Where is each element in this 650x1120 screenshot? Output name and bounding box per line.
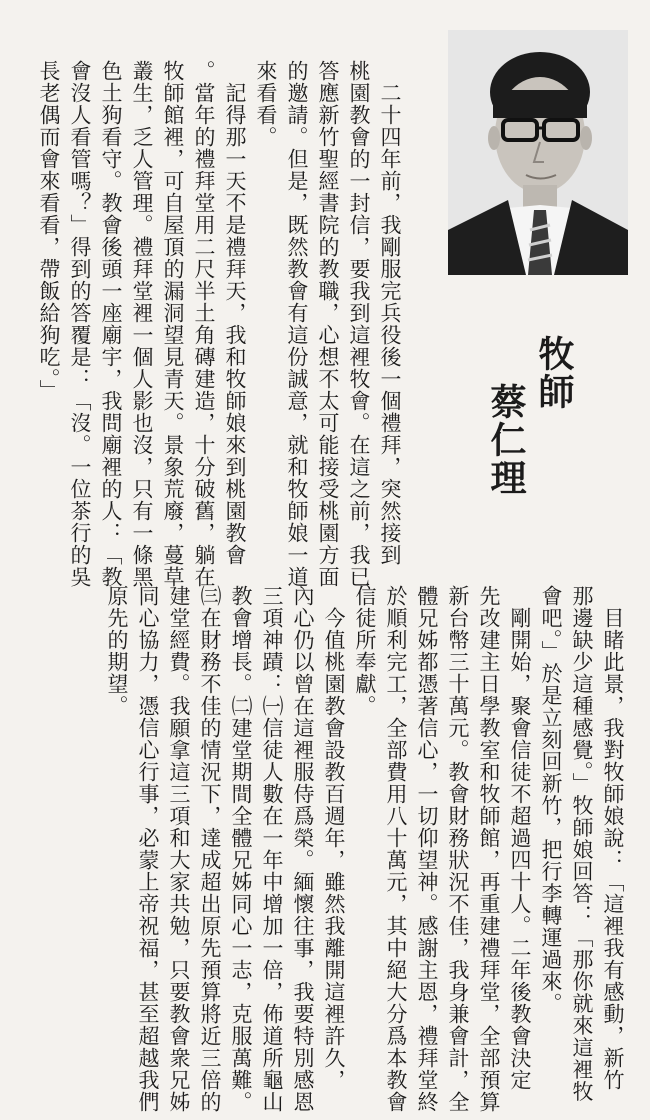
article-text-lower: 目睹此景，我對牧師娘說：「這裡我有感動，新竹 那邊缺少這種感覺。」牧師娘回答：「那你就來這裡牧 會吧。」於是立刻回新竹，把行李轉運過來。 剛開始，聚會信徒不超過四十人。二年後教會決定 先改建主日學教室和牧師館，再重建禮拜堂，全部預算 新台幣三十萬元。教會財務狀況不佳，我身兼會計，全 體兄姊都憑著信心，一切仰望神。感謝主恩，禮拜堂終 於順利完工，全部費用八十萬元，其中絕大分爲本教會 信徒所奉獻。 今值桃園教會設教百週年，雖然我離開這裡許久， 內心仍以曾在這裡服侍爲榮。緬懷往事，我要特別感恩 三項神蹟：㈠信徒人數在一年中增加一倍，佈道所龜山 教會增長。㈡建堂期間全體兄姊同心一志，克服萬難。 ㈢在財務不佳的情況下，達成超出原先預算將近三倍的 建堂經費。我願拿這三項和大家共勉，只要教會衆兄姊 同心協力，憑信心行事，必蒙上帝祝福，甚至超越我們 原先的期望。: [105, 585, 625, 1113]
author-title: 牧師: [533, 335, 574, 411]
author-name: 蔡仁理: [485, 383, 526, 497]
article-text-upper: 二十四年前，我剛服完兵役後一個禮拜，突然接到 桃園教會的一封信，要我到這裡牧會。在這之前，我已 答應新竹聖經書院的教職，心想不太可能接受桃園方面 的邀請。但是，既然教會有這份誠意，就和牧師娘一道 來看看。 記得那一天不是禮拜天，我和牧師娘來到桃園教會 。當年的禮拜堂用二尺半土角磚建造，十分破舊，躺在 牧師館裡，可自屋頂的漏洞望見青天。景象荒廢，蔓草 叢生，乏人管理。禮拜堂裡一個人影也沒，只有一條黑 色土狗看守。教會後頭一座廟宇，我問廟裡的人：「教 會沒人看管嗎？」得到的答覆是：「沒。一位茶行的吳 長老偶而會來看看，帶飯給狗吃。」: [37, 60, 402, 588]
article-byline: [470, 335, 590, 505]
portrait-illustration: [448, 30, 628, 275]
author-portrait: [448, 30, 628, 275]
